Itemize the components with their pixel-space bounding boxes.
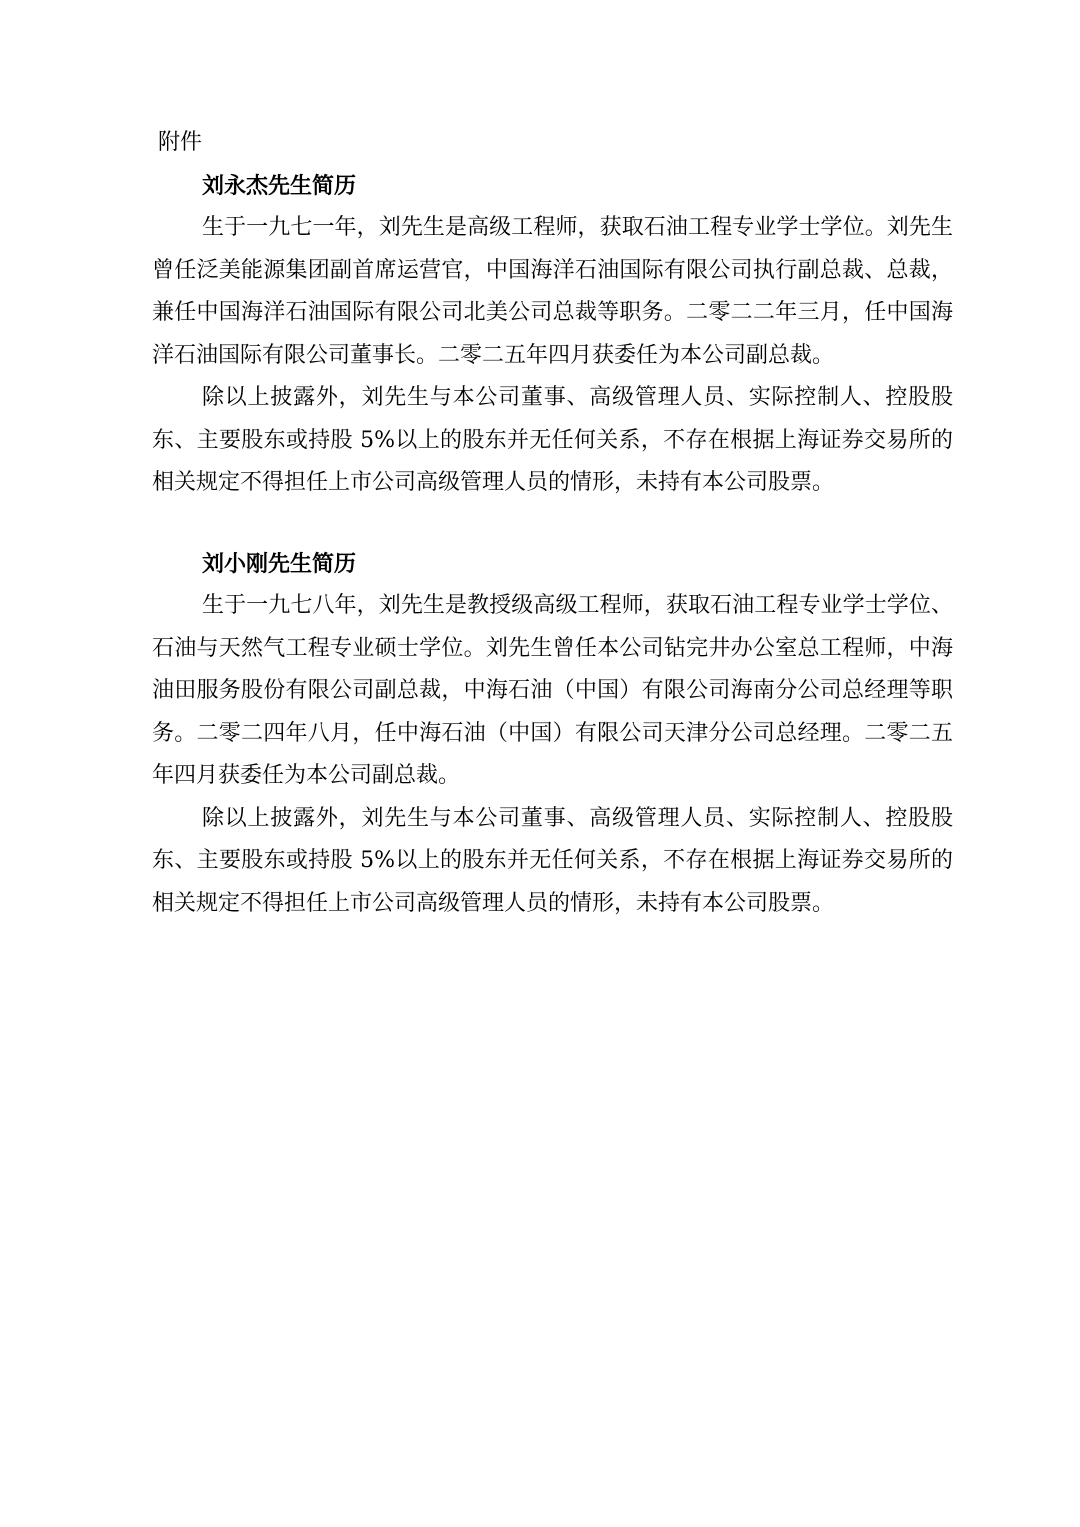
bio-section-liu-yongjie bbox=[152, 165, 953, 505]
bio-paragraph: 生于一九七一年，刘先生是高级工程师，获取石油工程专业学士学位。刘先生曾任泛美能源集团副首席运营官，中国海洋石油国际有限公司执行副总裁、总裁，兼任中国海洋石油国际有限公司北美公司总裁等职务。二零二二年三月，任中国海洋石油国际有限公司董事长。二零二五年四月获委任为本公司副总裁。 bbox=[152, 215, 953, 368]
disclosure-paragraph: 除以上披露外，刘先生与本公司董事、高级管理人员、实际控制人、控股股东、主要股东或持股 5%以上的股东并无任何关系，不存在根据上海证券交易所的相关规定不得担任上市公司高级管理人员的情形，未持有本公司股票。 bbox=[152, 805, 953, 916]
section-heading-liu-yongjie: 刘永杰先生简历 bbox=[202, 172, 357, 199]
attachment-label: 附件 bbox=[158, 130, 203, 155]
bio-paragraph: 生于一九七八年，刘先生是教授级高级工程师，获取石油工程专业学士学位、石油与天然气工程专业硕士学位。刘先生曾任本公司钻完井办公室总工程师，中海油田服务股份有限公司副总裁，中海石油（中国）有限公司海南分公司总经理等职务。二零二四年八月，任中海石油（中国）有限公司天津分公司总经理。二零二五年四月获委任为本公司副总裁。 bbox=[152, 593, 953, 788]
disclosure-paragraph: 除以上披露外，刘先生与本公司董事、高级管理人员、实际控制人、控股股东、主要股东或持股 5%以上的股东并无任何关系，不存在根据上海证券交易所的相关规定不得担任上市公司高级管理人员的情形，未持有本公司股票。 bbox=[152, 385, 953, 495]
section-heading-liu-xiaogang: 刘小刚先生简历 bbox=[202, 550, 357, 577]
bio-section-liu-xiaogang bbox=[152, 543, 953, 926]
